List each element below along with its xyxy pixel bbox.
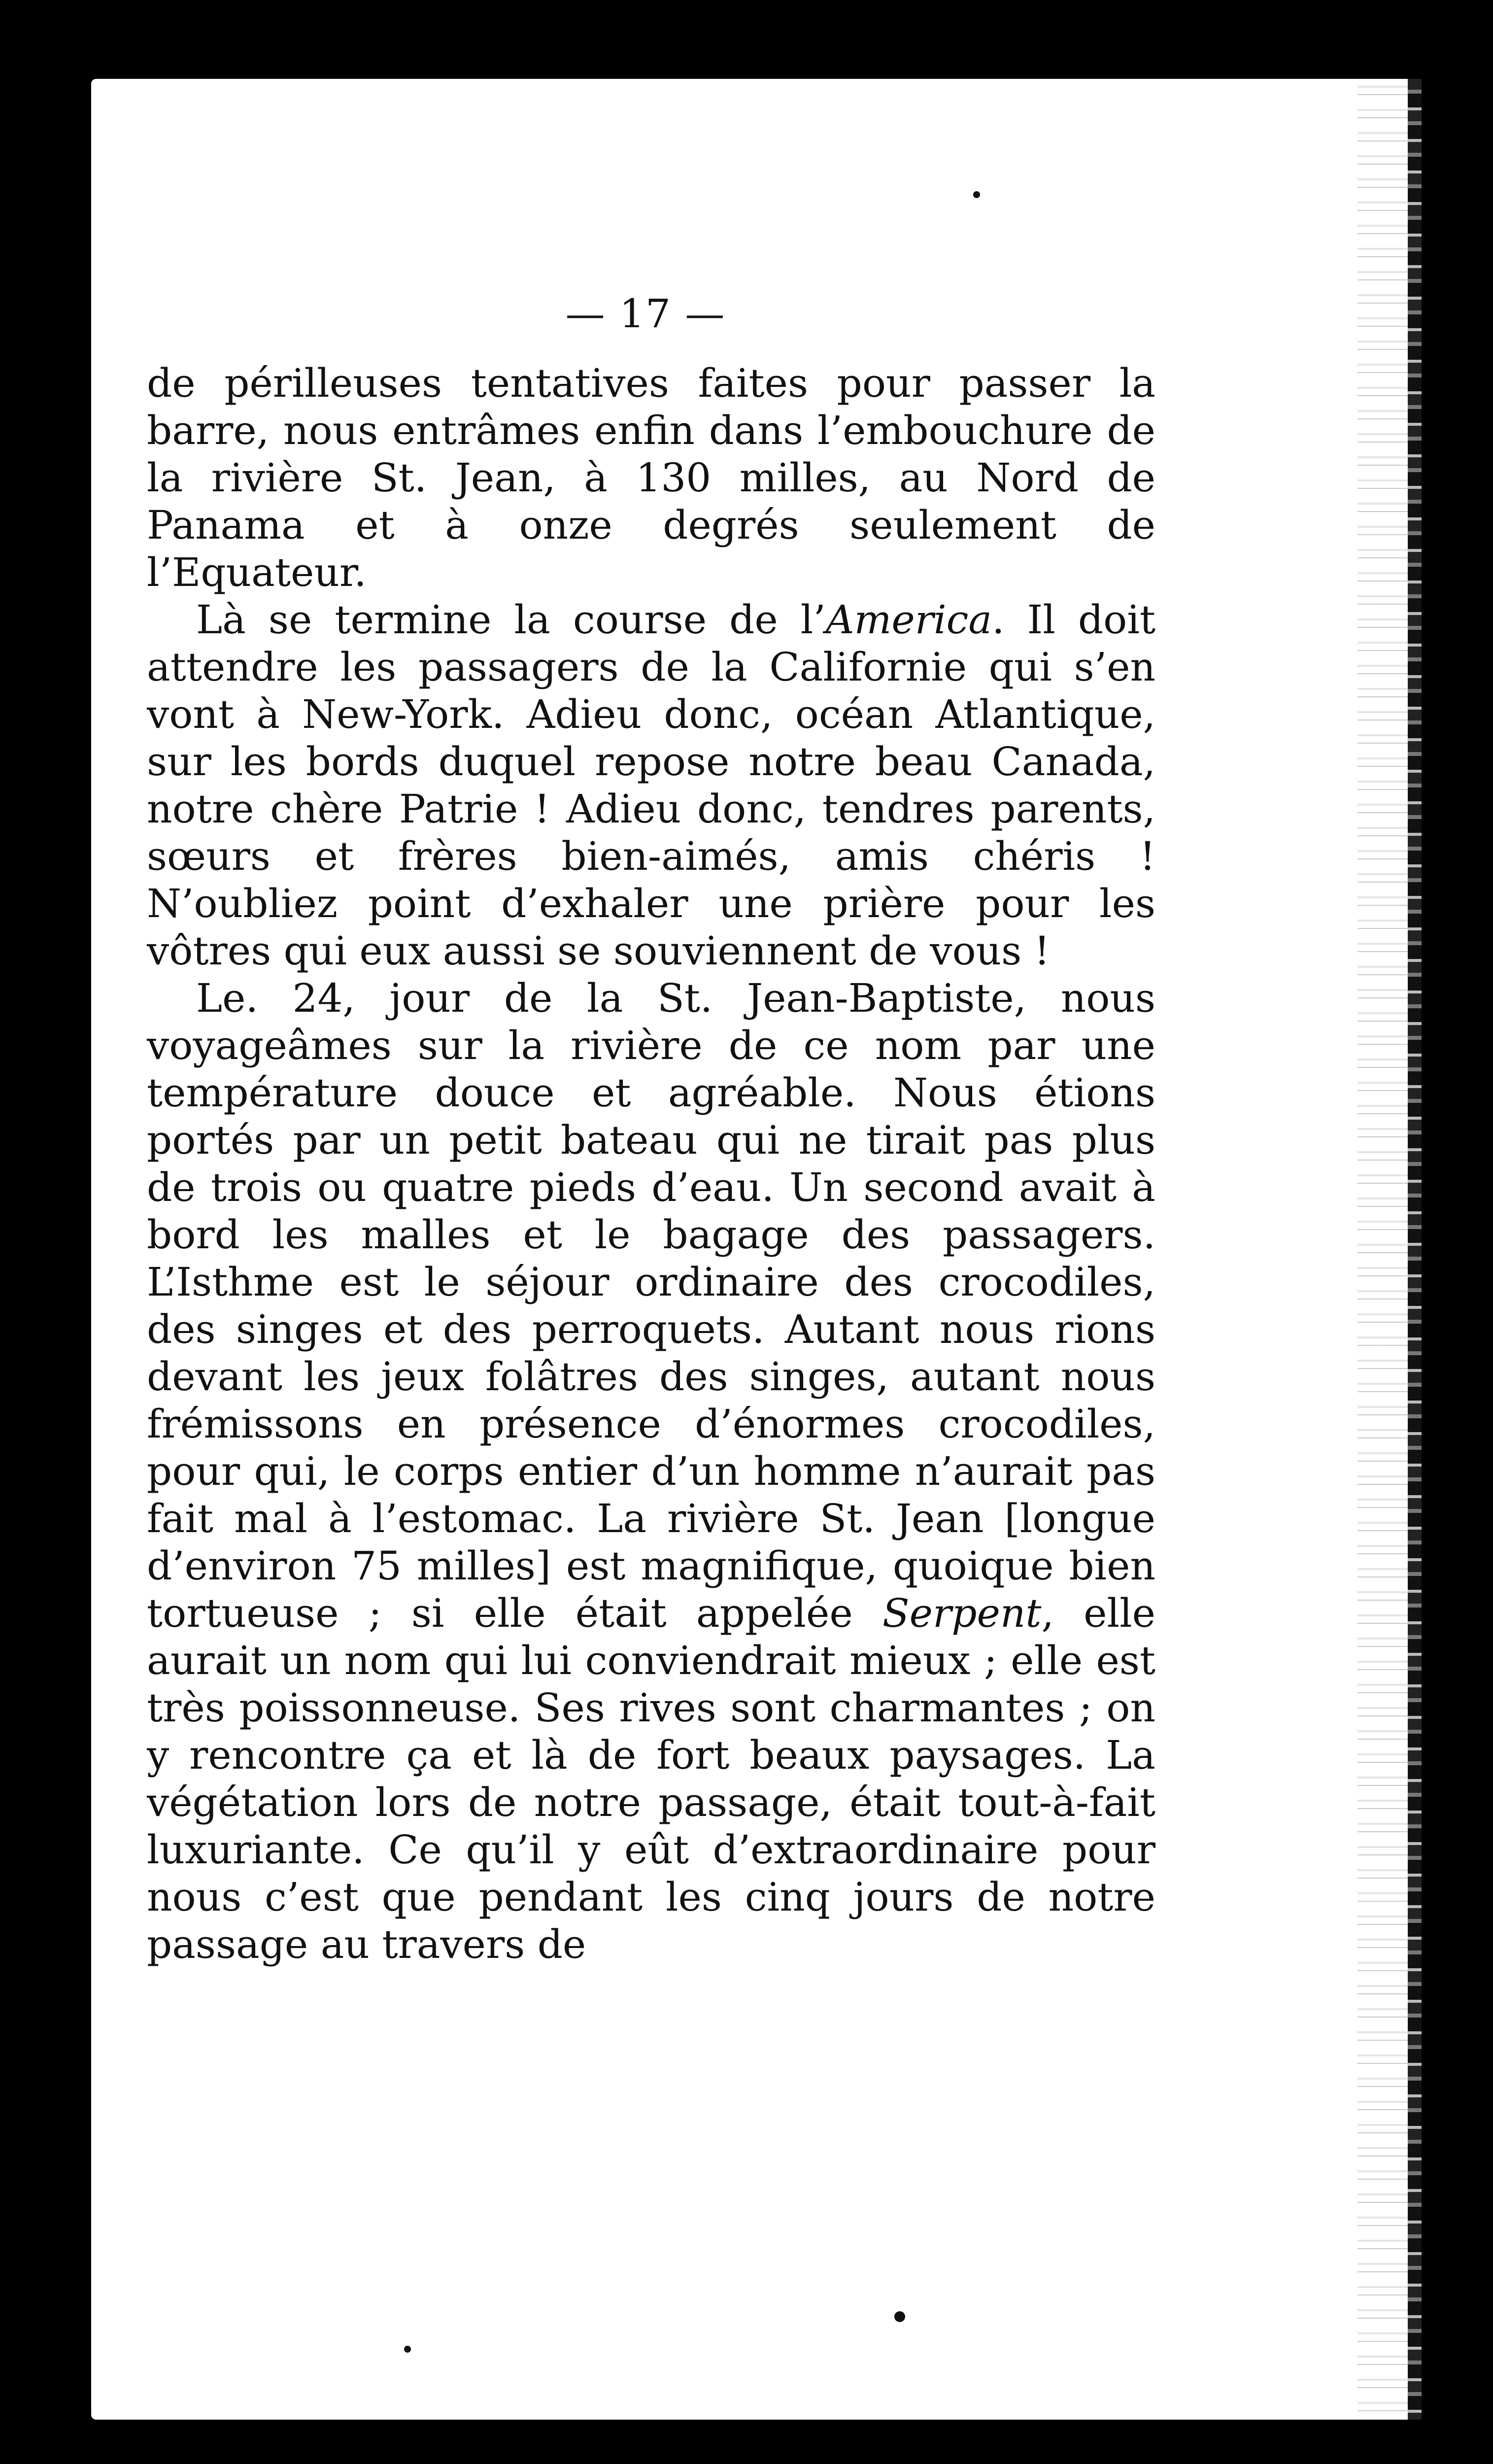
paragraph [147, 975, 1155, 1968]
paragraph [147, 360, 1155, 596]
text-run: de périlleuses tentatives faites pour passer la barre, nous entrâmes enfin dans l’embouchure de la rivière St. Jean, à 130 milles, au Nord de Panama et à onze degrés seulement de l’Equateur. [147, 360, 1155, 595]
book-page [91, 79, 1422, 2420]
text-run: , elle aurait un nom qui lui conviendrait mieux ; elle est très poissonneuse. Ses rives sont charmantes ; on y rencontre ça et là de fort beaux paysages. La végétation lors de notre passage, était tout-à-fait luxuriante. Ce qu’il y eût d’extraordinaire pour nous c’est que pendant les cinq jours de notre passage au travers de [147, 1590, 1155, 1967]
paragraph [147, 596, 1155, 975]
text-run: . Il doit attendre les passagers de la Californie qui s’en vont à New-York. Adieu donc, océan Atlantique, sur les bords duquel repose notre beau Canada, notre chère Patrie ! Adieu donc, tendres parents, sœurs et frères bien-aimés, amis chéris ! N’oubliez point d’exhaler une prière pour les vôtres qui eux aussi se souviennent de vous ! [147, 597, 1155, 974]
page-edge-shadow [1408, 79, 1422, 2420]
ink-speck [973, 191, 980, 198]
ink-speck [894, 2311, 905, 2322]
ink-speck [404, 2346, 411, 2353]
text-run: Le. 24, jour de la St. Jean-Baptiste, nous voyageâmes sur la rivière de ce nom par une température douce et agréable. Nous étions portés par un petit bateau qui ne tirait pas plus de trois ou quatre pieds d’eau. Un second avait à bord les malles et le bagage des passagers. L’Isthme est le séjour ordinaire des crocodiles, des singes et des perroquets. Autant nous rions devant les jeux folâtres des singes, autant nous frémissons en présence d’énormes crocodiles, pour qui, le corps entier d’un homme n’aurait pas fait mal à l’estomac. La rivière St. Jean [longue d’environ 75 milles] est magnifique, quoique bien tortueuse ; si elle était appelée [147, 975, 1155, 1636]
body-text [147, 360, 1155, 1968]
italic-text: America [825, 597, 992, 643]
page-number: — 17 — [565, 291, 726, 337]
text-run: Là se termine la course de l’ [196, 597, 826, 643]
italic-text: Serpent [882, 1590, 1042, 1636]
